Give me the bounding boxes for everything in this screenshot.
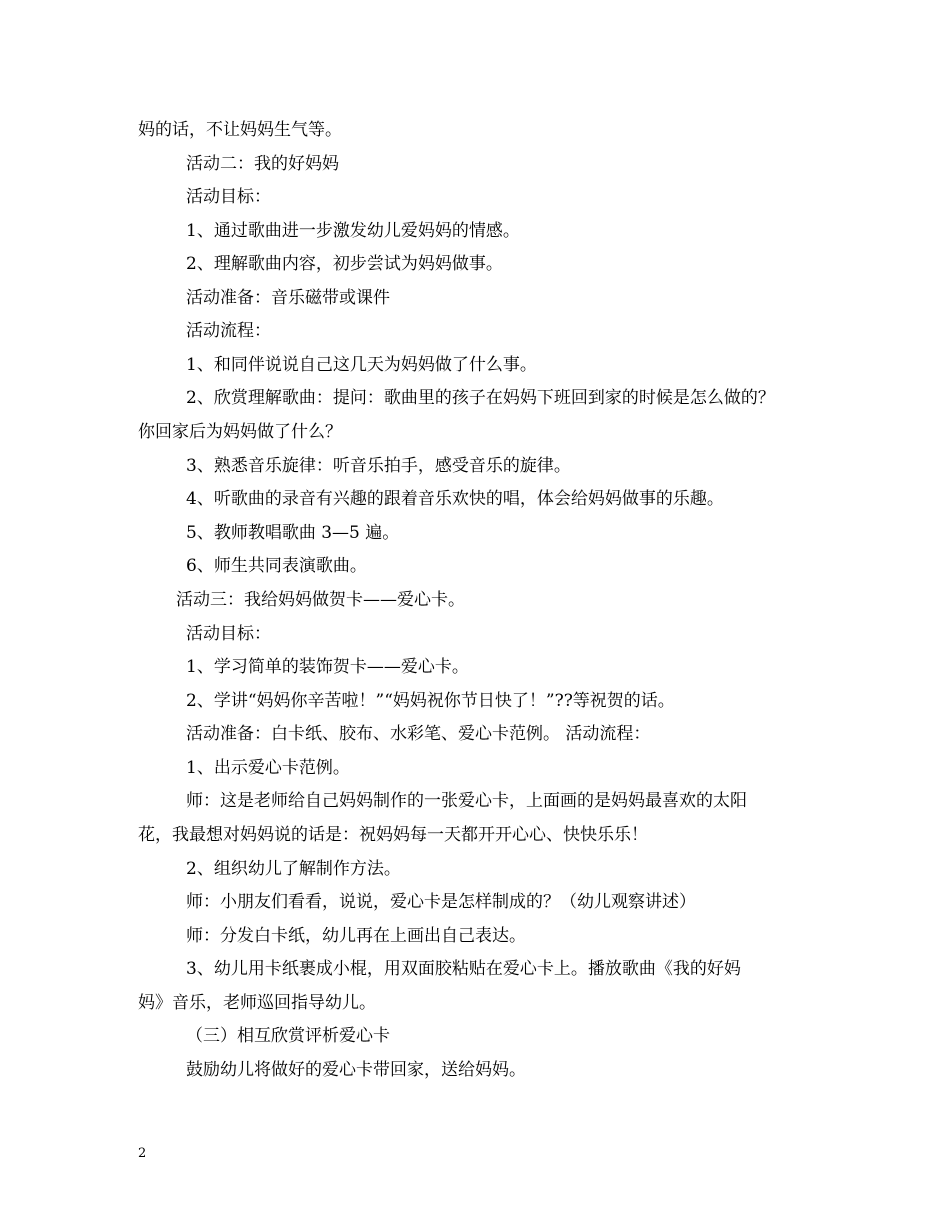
text-line: 花，我最想对妈妈说的话是：祝妈妈每一天都开开心心、快快乐乐！	[138, 825, 648, 845]
list-item: 1、通过歌曲进一步激发幼儿爱妈妈的情感。	[186, 221, 520, 241]
section-heading: 活动二：我的好妈妈	[186, 154, 339, 174]
text-line: 活动准备：音乐磁带或课件	[186, 288, 390, 308]
text-line: 活动目标：	[186, 624, 271, 644]
section-heading: （三）相互欣赏评析爱心卡	[186, 1026, 390, 1046]
text-line: 妈》音乐，老师巡回指导幼儿。	[138, 993, 376, 1013]
list-item: 2、学讲“妈妈你辛苦啦！”“妈妈祝你节日快了！”??等祝贺的话。	[186, 691, 675, 711]
text-line: 师：这是老师给自己妈妈制作的一张爱心卡，上面画的是妈妈最喜欢的太阳	[186, 791, 747, 811]
list-item: 4、听歌曲的录音有兴趣的跟着音乐欢快的唱，体会给妈妈做事的乐趣。	[186, 489, 724, 509]
list-item: 3、幼儿用卡纸裹成小棍，用双面胶粘贴在爱心卡上。播放歌曲《我的好妈	[186, 959, 741, 979]
text-line: 师：分发白卡纸，幼儿再在上画出自己表达。	[186, 926, 526, 946]
page-number: 2	[138, 1146, 147, 1161]
list-item: 6、师生共同表演歌曲。	[186, 556, 367, 576]
list-item: 5、教师教唱歌曲 3—5 遍。	[186, 523, 400, 543]
text-line: 你回家后为妈妈做了什么？	[138, 422, 342, 442]
list-item: 2、欣赏理解歌曲：提问：歌曲里的孩子在妈妈下班回到家的时候是怎么做的？	[186, 388, 775, 408]
list-item: 1、和同伴说说自己这几天为妈妈做了什么事。	[186, 355, 537, 375]
list-item: 1、出示爱心卡范例。	[186, 758, 350, 778]
list-item: 1、学习简单的装饰贺卡——爱心卡。	[186, 657, 469, 677]
text-line: 活动准备：白卡纸、胶布、水彩笔、爱心卡范例。 活动流程：	[186, 724, 651, 744]
text-line: 活动目标：	[186, 187, 271, 207]
text-line: 师：小朋友们看看，说说，爱心卡是怎样制成的？（幼儿观察讲述）	[186, 892, 696, 912]
list-item: 2、组织幼儿了解制作方法。	[186, 859, 401, 879]
section-heading: 活动三：我给妈妈做贺卡——爱心卡。	[176, 590, 465, 610]
list-item: 3、熟悉音乐旋律：听音乐拍手，感受音乐的旋律。	[186, 456, 571, 476]
text-line: 活动流程：	[186, 321, 271, 341]
text-line: 鼓励幼儿将做好的爱心卡带回家，送给妈妈。	[186, 1060, 526, 1080]
text-line: 妈的话，不让妈妈生气等。	[138, 120, 342, 140]
list-item: 2、理解歌曲内容，初步尝试为妈妈做事。	[186, 254, 503, 274]
